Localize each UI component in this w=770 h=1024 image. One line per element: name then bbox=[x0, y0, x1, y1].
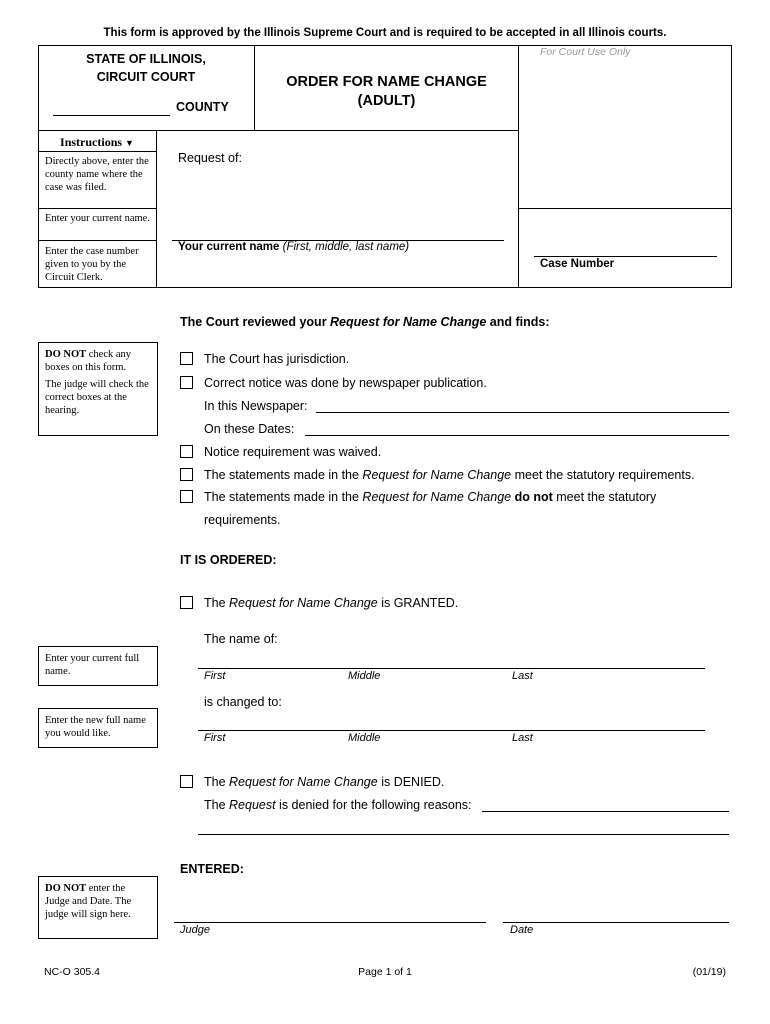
county-field[interactable] bbox=[53, 115, 170, 116]
current-name-label: Your current name (First, middle, last name) bbox=[178, 241, 410, 253]
newspaper-label: In this Newspaper: bbox=[204, 399, 308, 413]
case-number-label: Case Number bbox=[540, 258, 615, 270]
current-name-note: Enter your current full name. bbox=[38, 646, 158, 686]
current-middle-label: Middle bbox=[348, 670, 381, 682]
waived-checkbox[interactable] bbox=[180, 445, 193, 458]
request-of-label: Request of: bbox=[178, 151, 242, 165]
instructions-heading: Instructions ▼ bbox=[60, 135, 134, 149]
instruction-name: Enter your current name. bbox=[45, 213, 150, 224]
findings-intro: The Court reviewed your Request for Name Change and finds: bbox=[180, 315, 550, 329]
jurisdiction-checkbox[interactable] bbox=[180, 352, 193, 365]
current-full-name-field[interactable] bbox=[198, 668, 705, 669]
new-middle-label: Middle bbox=[348, 732, 381, 744]
divider bbox=[38, 240, 156, 241]
changed-to-label: is changed to: bbox=[204, 695, 282, 709]
waived-label: Notice requirement was waived. bbox=[204, 445, 382, 459]
dates-field[interactable] bbox=[305, 435, 729, 436]
divider bbox=[518, 45, 519, 288]
case-number-field[interactable] bbox=[534, 256, 717, 257]
new-name-note: Enter the new full name you would like. bbox=[38, 708, 158, 748]
denied-reasons-field-2[interactable] bbox=[198, 834, 729, 835]
granted-checkbox[interactable] bbox=[180, 596, 193, 609]
notice-checkbox[interactable] bbox=[180, 376, 193, 389]
name-of-label: The name of: bbox=[204, 632, 278, 646]
divider bbox=[38, 130, 519, 131]
not-meet-requirements-checkbox[interactable] bbox=[180, 490, 193, 503]
page-number: Page 1 of 1 bbox=[358, 966, 412, 978]
revision-date: (01/19) bbox=[692, 966, 726, 978]
date-field[interactable] bbox=[503, 922, 729, 923]
new-first-label: First bbox=[204, 732, 226, 744]
denied-reasons-field[interactable] bbox=[482, 811, 729, 812]
approval-notice: This form is approved by the Illinois Supreme Court and is required to be accepted in all Illinois courts. bbox=[103, 27, 667, 39]
county-label: COUNTY bbox=[176, 100, 229, 114]
judge-label: Judge bbox=[180, 924, 210, 936]
meets-requirements-checkbox[interactable] bbox=[180, 468, 193, 481]
granted-label: The Request for Name Change is GRANTED. bbox=[204, 596, 459, 610]
form-title: ORDER FOR NAME CHANGE bbox=[286, 74, 487, 90]
divider bbox=[38, 151, 156, 152]
new-full-name-field[interactable] bbox=[198, 730, 705, 731]
ordered-heading: IT IS ORDERED: bbox=[180, 553, 277, 567]
current-last-label: Last bbox=[512, 670, 533, 682]
triangle-down-icon: ▼ bbox=[125, 138, 134, 148]
denied-reasons-label: The Request is denied for the following reasons: bbox=[204, 798, 472, 812]
jurisdiction-label: The Court has jurisdiction. bbox=[204, 352, 350, 366]
date-label: Date bbox=[510, 924, 534, 936]
do-not-enter-note: DO NOT enter the Judge and Date. The judge will sign here. bbox=[38, 876, 158, 939]
dates-label: On these Dates: bbox=[204, 422, 295, 436]
current-first-label: First bbox=[204, 670, 226, 682]
meets-requirements-label: The statements made in the Request for Name Change meet the statutory requirements. bbox=[204, 468, 695, 482]
divider bbox=[156, 130, 157, 288]
form-number: NC-O 305.4 bbox=[44, 966, 101, 978]
not-meet-requirements-cont: requirements. bbox=[204, 513, 281, 527]
denied-label: The Request for Name Change is DENIED. bbox=[204, 775, 445, 789]
court-use-label: For Court Use Only bbox=[540, 46, 631, 58]
court-label: CIRCUIT COURT bbox=[96, 70, 196, 84]
do-not-check-note: DO NOT check any boxes on this form. The judge will check the correct boxes at the hearing. bbox=[38, 342, 158, 436]
instruction-county: Directly above, enter the county name where the case was filed. bbox=[45, 156, 149, 193]
form-subtitle: (ADULT) bbox=[357, 93, 416, 109]
state-label: STATE OF ILLINOIS, bbox=[86, 52, 206, 66]
divider bbox=[38, 208, 156, 209]
newspaper-field[interactable] bbox=[316, 412, 729, 413]
judge-signature-field[interactable] bbox=[174, 922, 486, 923]
entered-heading: ENTERED: bbox=[180, 862, 244, 876]
notice-label: Correct notice was done by newspaper publication. bbox=[204, 376, 487, 390]
instruction-case: Enter the case number given to you by the Circuit Clerk. bbox=[45, 246, 139, 283]
denied-checkbox[interactable] bbox=[180, 775, 193, 788]
not-meet-requirements-label: The statements made in the Request for Name Change do not meet the statutory bbox=[204, 490, 657, 504]
divider bbox=[518, 208, 732, 209]
new-last-label: Last bbox=[512, 732, 533, 744]
